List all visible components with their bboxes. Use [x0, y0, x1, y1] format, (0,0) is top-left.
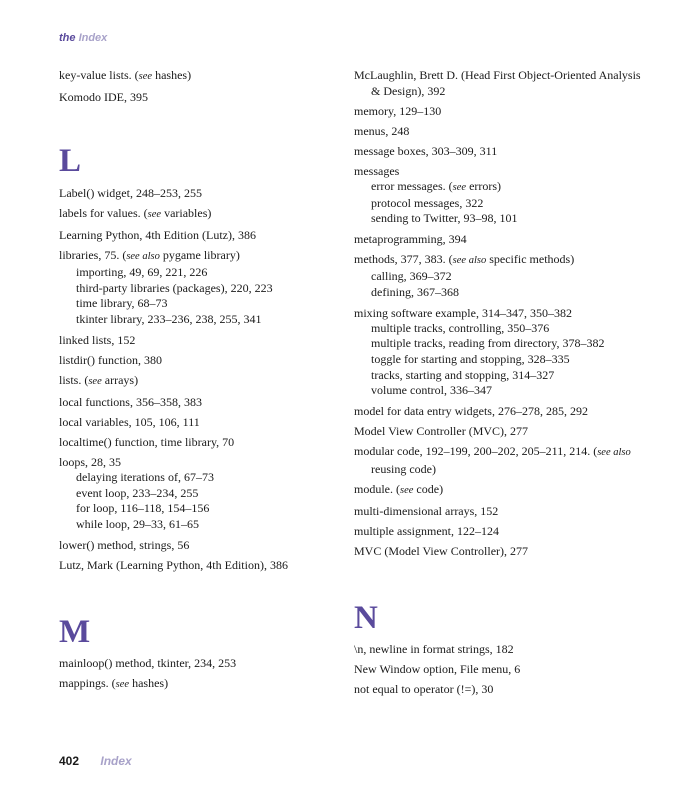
index-subentry: defining, 367–368	[371, 284, 459, 299]
index-entry: Lutz, Mark (Learning Python, 4th Edition), 386	[59, 557, 288, 572]
index-entry: McLaughlin, Brett D. (Head First Object-Oriented Analysis & Design), 392	[354, 68, 641, 98]
index-subentry: protocol messages, 322	[371, 195, 484, 210]
index-subentry: importing, 49, 69, 221, 226	[76, 265, 208, 279]
page-number: 402	[59, 754, 80, 768]
subentry-group	[59, 265, 327, 328]
index-entry: mainloop() method, tkinter, 234, 253	[59, 655, 237, 670]
index-subentry: delaying iterations of, 67–73	[76, 469, 214, 484]
index-subentry: multiple tracks, reading from directory, 378–382	[371, 336, 605, 351]
index-entry: mixing software example, 314–347, 350–382	[354, 305, 572, 320]
index-subentry: for loop, 116–118, 154–156	[76, 501, 210, 516]
index-entry: loops, 28, 35	[59, 454, 122, 469]
footer-label: Index	[100, 754, 132, 768]
index-entry: \n, newline in format strings, 182	[354, 642, 514, 657]
subentry-group	[354, 269, 642, 300]
index-entry: multi-dimensional arrays, 152	[354, 504, 499, 519]
right-column	[354, 67, 642, 701]
index-subentry: sending to Twitter, 93–98, 101	[371, 211, 518, 226]
index-entry: Label() widget, 248–253, 255	[59, 186, 202, 200]
index-entry: linked lists, 152	[59, 332, 136, 347]
index-entry: lists. (see arrays)	[59, 372, 139, 387]
index-entry: module. (see code)	[354, 482, 444, 497]
index-entry: libraries, 75. (see also pygame library)	[59, 248, 240, 262]
index-subentry: tracks, starting and stopping, 314–327	[371, 367, 555, 382]
index-entry: MVC (Model View Controller), 277	[354, 544, 529, 559]
index-entry: listdir() function, 380	[59, 352, 162, 367]
index-subentry: error messages. (see errors)	[371, 179, 502, 193]
subentry-group	[59, 470, 327, 533]
index-subentry: volume control, 336–347	[371, 383, 492, 398]
left-column	[59, 67, 327, 697]
index-entry: messages	[354, 164, 400, 178]
subentry-group	[354, 179, 642, 227]
index-entry: message boxes, 303–309, 311	[354, 144, 498, 158]
index-subentry: time library, 68–73	[76, 296, 168, 311]
index-entry: methods, 377, 383. (see also specific methods)	[354, 252, 575, 267]
index-entry: menus, 248	[354, 124, 410, 138]
index-entry: metaprogramming, 394	[354, 232, 467, 247]
index-subentry: multiple tracks, controlling, 350–376	[371, 320, 550, 335]
index-entry: Learning Python, 4th Edition (Lutz), 386	[59, 228, 256, 242]
index-entry: modular code, 192–199, 200–202, 205–211, 214. (see also reusing code)	[354, 444, 631, 477]
running-header	[59, 32, 107, 44]
index-entry: local variables, 105, 106, 111	[59, 414, 200, 429]
index-subentry: event loop, 233–234, 255	[76, 485, 199, 500]
index-subentry: calling, 369–372	[371, 269, 452, 284]
index-entry: New Window option, File menu, 6	[354, 662, 521, 677]
index-entry: key-value lists. (see hashes)	[59, 68, 192, 82]
index-subentry: third-party libraries (packages), 220, 223	[76, 280, 273, 295]
header-index: Index	[78, 32, 108, 44]
index-entry: memory, 129–130	[354, 104, 442, 118]
index-subentry: while loop, 29–33, 61–65	[76, 516, 199, 531]
index-entry: Komodo IDE, 395	[59, 90, 148, 104]
section-letter-m: M	[59, 613, 91, 650]
index-entry: not equal to operator (!=), 30	[354, 682, 494, 697]
index-entry: multiple assignment, 122–124	[354, 524, 499, 539]
index-entry: mappings. (see hashes)	[59, 675, 169, 690]
subentry-group	[354, 321, 642, 400]
index-entry: model for data entry widgets, 276–278, 285, 292	[354, 404, 588, 419]
header-the: the	[59, 32, 76, 44]
index-entry: localtime() function, time library, 70	[59, 434, 235, 449]
index-subentry: tkinter library, 233–236, 238, 255, 341	[76, 312, 262, 327]
section-letter-n: N	[354, 600, 378, 637]
page-footer	[59, 754, 132, 768]
index-entry: labels for values. (see variables)	[59, 206, 212, 220]
index-entry: local functions, 356–358, 383	[59, 394, 202, 409]
index-entry: Model View Controller (MVC), 277	[354, 424, 529, 439]
index-subentry: toggle for starting and stopping, 328–335	[371, 351, 570, 366]
index-entry: lower() method, strings, 56	[59, 537, 190, 552]
section-letter-l: L	[59, 143, 82, 179]
